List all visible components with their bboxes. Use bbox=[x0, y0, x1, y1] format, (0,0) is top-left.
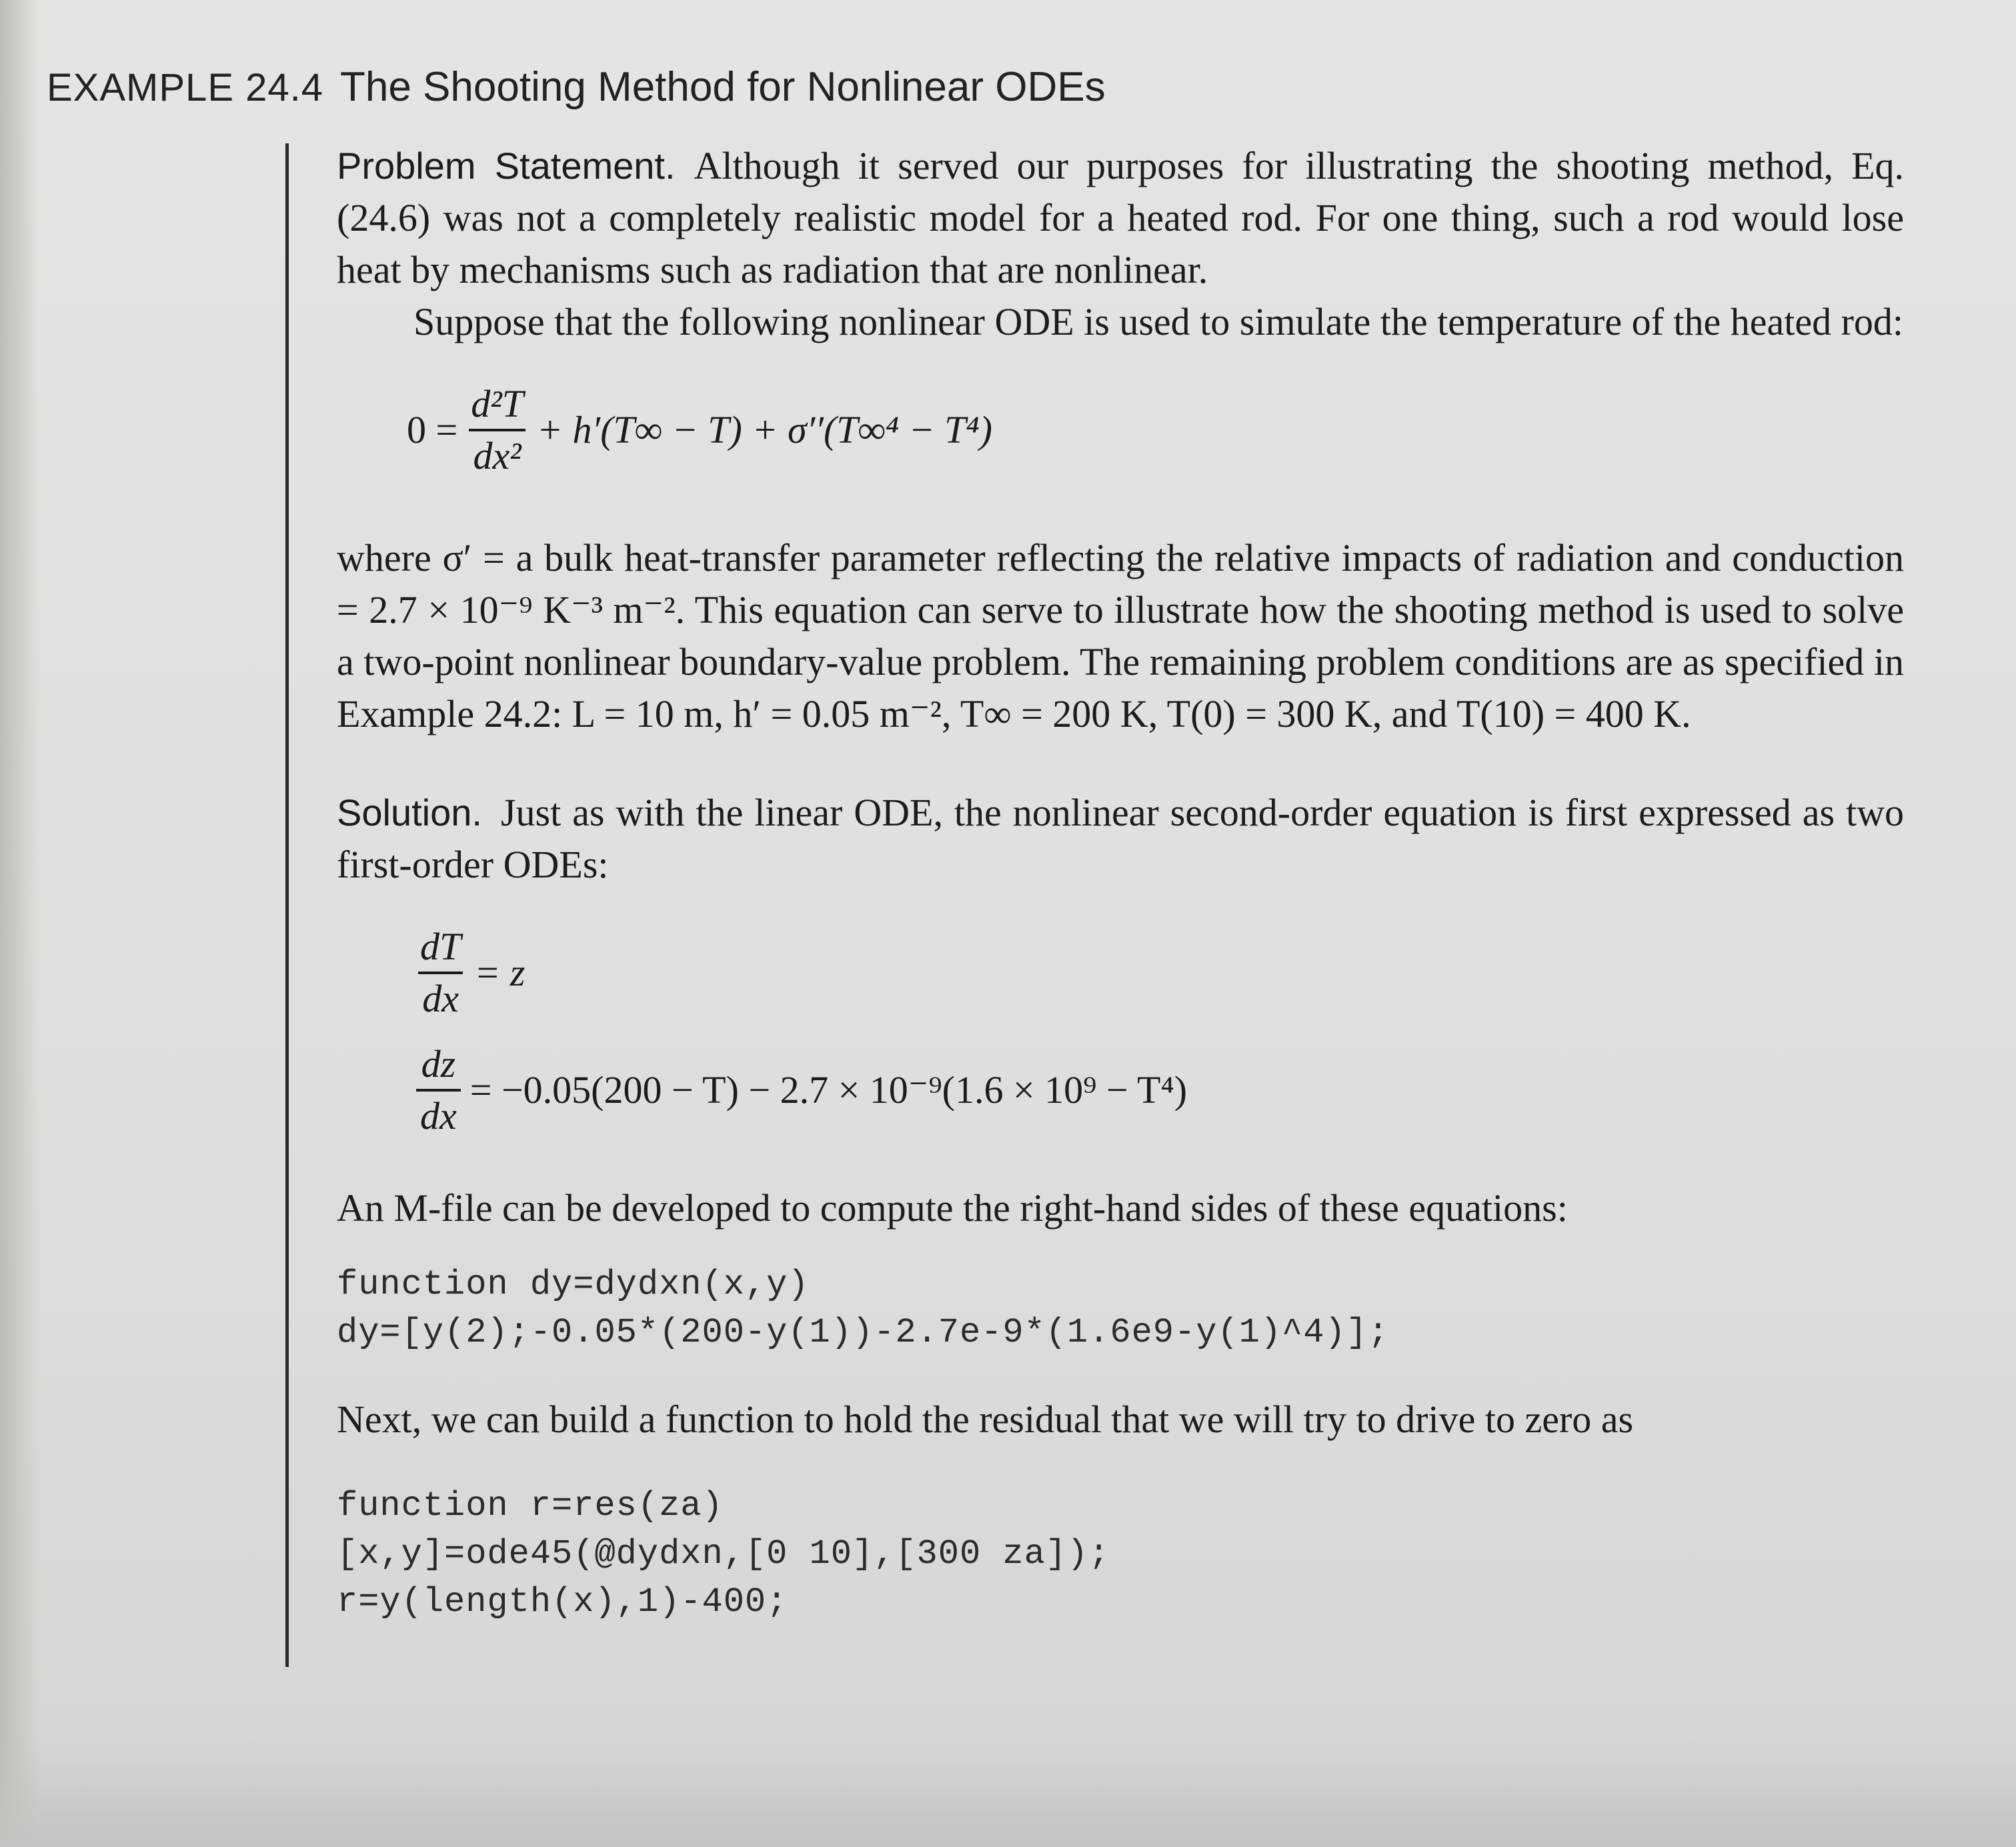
solution-lead: Solution. bbox=[337, 791, 482, 833]
fraction-denominator: dx bbox=[416, 1089, 461, 1136]
nonlinear-ode-equation bbox=[407, 382, 1904, 477]
example-content bbox=[337, 140, 1904, 1626]
problem-paragraph-2: Suppose that the following nonlinear ODE is used to simulate the temperature of the heated rod: bbox=[413, 300, 1904, 343]
next-paragraph: Next, we can build a function to hold the residual that we will try to drive to zero as bbox=[337, 1398, 1634, 1441]
ode-dz-dx bbox=[407, 1042, 1904, 1138]
ode1-rhs: = z bbox=[474, 951, 526, 994]
ode-dT-dx bbox=[407, 925, 1904, 1020]
code-line: function dy=dydxn(x,y) bbox=[337, 1265, 810, 1304]
example-label: EXAMPLE 24.4 bbox=[47, 66, 323, 109]
page-edge-shadow bbox=[0, 0, 40, 1847]
code-line: [x,y]=ode45(@dydxn,[0 10],[300 za]); bbox=[337, 1534, 1110, 1574]
problem-statement-paragraph bbox=[337, 140, 1904, 296]
equation-lhs: 0 = bbox=[407, 408, 458, 451]
fraction-denominator: dx bbox=[418, 972, 463, 1018]
page-bottom-shadow bbox=[0, 1734, 2016, 1847]
ode2-rhs: = −0.05(200 − T) − 2.7 × 10⁻⁹(1.6 × 10⁹ − T⁴) bbox=[469, 1068, 1188, 1112]
example-title: The Shooting Method for Nonlinear ODEs bbox=[340, 64, 1106, 110]
where-paragraph: where σ′ = a bulk heat-transfer parameter reflecting the relative impacts of radiation and conduction = 2.7 × 10⁻⁹ K⁻³ m⁻². This equation can serve to illustrate how the shooting method is used to solve a two-point nonlinear boundary-value problem. The remaining problem conditions are as specified in Example 24.2: L = 10 m, h′ = 0.05 m⁻², T∞ = 200 K, T(0) = 300 K, and T(10) = 400 K. bbox=[337, 536, 1904, 735]
fraction-numerator: dT bbox=[420, 925, 461, 968]
problem-statement-text: Although it served our purposes for illustrating the shooting method, Eq. (24.6) was not a completely realistic model for a heated rod. For one thing, such a rod would lose heat by mechanisms such as radiation that are nonlinear. bbox=[337, 144, 1904, 291]
solution-text: Just as with the linear ODE, the nonlinear second-order equation is first expressed as two first-order ODEs: bbox=[337, 791, 1904, 886]
fraction-numerator: dz bbox=[421, 1042, 456, 1086]
second-derivative-fraction bbox=[467, 382, 528, 477]
fraction-denominator: dx² bbox=[469, 429, 525, 475]
solution-paragraph bbox=[337, 787, 1904, 891]
problem-statement-lead: Problem Statement. bbox=[337, 145, 676, 187]
code-block-res bbox=[337, 1482, 1904, 1626]
code-block-dydxn bbox=[337, 1261, 1904, 1357]
example-vertical-rule bbox=[285, 143, 289, 1667]
mfile-paragraph: An M-file can be developed to compute the right-hand sides of these equations: bbox=[337, 1186, 1568, 1230]
code-line: function r=res(za) bbox=[337, 1486, 724, 1526]
fraction-numerator: d²T bbox=[471, 382, 524, 425]
dT-dx-fraction bbox=[416, 925, 465, 1020]
example-header bbox=[47, 63, 1380, 123]
dz-dx-fraction bbox=[416, 1042, 461, 1138]
code-line: r=y(length(x),1)-400; bbox=[337, 1582, 788, 1622]
code-line: dy=[y(2);-0.05*(200-y(1))-2.7e-9*(1.6e9-y(1)^4)]; bbox=[337, 1313, 1390, 1352]
equation-rhs: + h′(T∞ − T) + σ′′(T∞⁴ − T⁴) bbox=[536, 408, 992, 451]
